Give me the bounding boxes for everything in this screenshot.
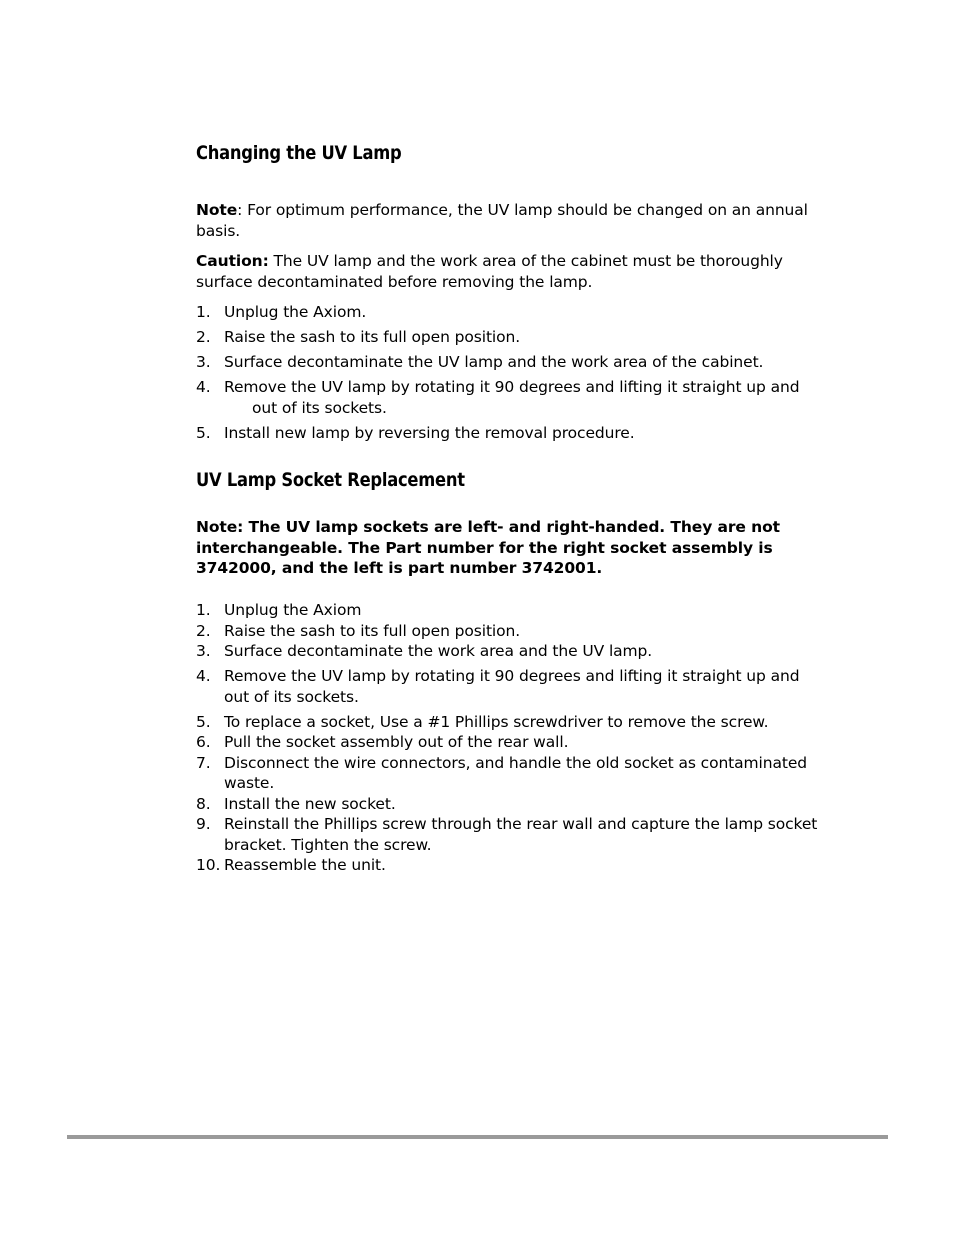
list-item: [196, 423, 821, 444]
note-label: Note: [196, 201, 238, 219]
footer-divider: [67, 1135, 888, 1139]
step-number: 3.: [196, 353, 211, 372]
step-number: 9.: [196, 815, 211, 834]
step-text: Install the new socket.: [224, 794, 396, 813]
step-number: 5.: [196, 712, 211, 731]
note-paragraph: [196, 200, 811, 241]
list-item: [196, 814, 821, 855]
list-item: [196, 666, 821, 707]
step-number: 6.: [196, 733, 211, 752]
step-number: 3.: [196, 642, 211, 660]
step-text: Disconnect the wire connectors, and handle the old socket as contaminated waste.: [224, 753, 808, 793]
step-text: Install new lamp by reversing the removal procedure.: [224, 423, 635, 442]
step-text: Unplug the Axiom: [224, 601, 362, 619]
list-item: [196, 732, 821, 753]
step-text: Reassemble the unit.: [224, 856, 386, 875]
list-item: [196, 302, 821, 323]
list-item: [196, 327, 821, 348]
note-text: : For optimum performance, the UV lamp should be changed on an annual basis.: [196, 201, 808, 240]
caution-label: Caution:: [196, 252, 269, 270]
step-number: 2.: [196, 621, 211, 640]
list-item: [196, 855, 821, 876]
list-item: [196, 352, 821, 373]
step-text: Remove the UV lamp by rotating it 90 degrees and lifting it straight up and: [224, 378, 800, 397]
section-heading-changing-uv-lamp: Changing the UV Lamp: [196, 142, 402, 164]
step-number: 2.: [196, 328, 211, 347]
section-heading-socket-replacement: UV Lamp Socket Replacement: [196, 469, 465, 491]
step-number: 4.: [196, 667, 211, 686]
list-item: [196, 794, 821, 815]
step-text: Surface decontaminate the work area and the UV lamp.: [224, 642, 653, 660]
step-text: Surface decontaminate the UV lamp and the work area of the cabinet.: [224, 353, 764, 372]
step-text: Reinstall the Phillips screw through the rear wall and capture the lamp socket bracket. Tighten the screw.: [224, 815, 818, 854]
step-text-continuation: out of its sockets.: [252, 398, 387, 417]
list-item: [196, 641, 821, 662]
caution-paragraph: [196, 251, 811, 292]
socket-note-paragraph: Note: The UV lamp sockets are left- and right-handed. They are not interchangeable. The Part number for the right socket assembly is 3742000, and the left is part number 3742001.: [196, 518, 780, 577]
socket-replacement-steps-list: [196, 600, 821, 876]
step-number: 4.: [196, 378, 211, 397]
step-number: 1.: [196, 303, 211, 321]
list-item: [196, 600, 821, 621]
step-number: 5.: [196, 423, 211, 442]
list-item: [196, 377, 821, 418]
step-number: 8.: [196, 794, 211, 813]
step-number: 7.: [196, 753, 211, 772]
caution-text: The UV lamp and the work area of the cabinet must be thoroughly surface decontaminated before removing the lamp.: [196, 252, 783, 291]
step-text: To replace a socket, Use a #1 Phillips screwdriver to remove the screw.: [224, 712, 769, 731]
list-item: [196, 712, 821, 733]
step-text: Pull the socket assembly out of the rear wall.: [224, 733, 569, 752]
step-text: Raise the sash to its full open position.: [224, 621, 521, 640]
step-number: 1.: [196, 601, 211, 619]
step-text: Remove the UV lamp by rotating it 90 degrees and lifting it straight up and out of its sockets.: [224, 667, 800, 706]
step-number: 10.: [196, 856, 221, 875]
list-item: [196, 753, 821, 794]
list-item: [196, 621, 821, 642]
step-text: Unplug the Axiom.: [224, 303, 367, 321]
step-text: Raise the sash to its full open position.: [224, 328, 521, 347]
uv-lamp-steps-list: [196, 302, 821, 448]
